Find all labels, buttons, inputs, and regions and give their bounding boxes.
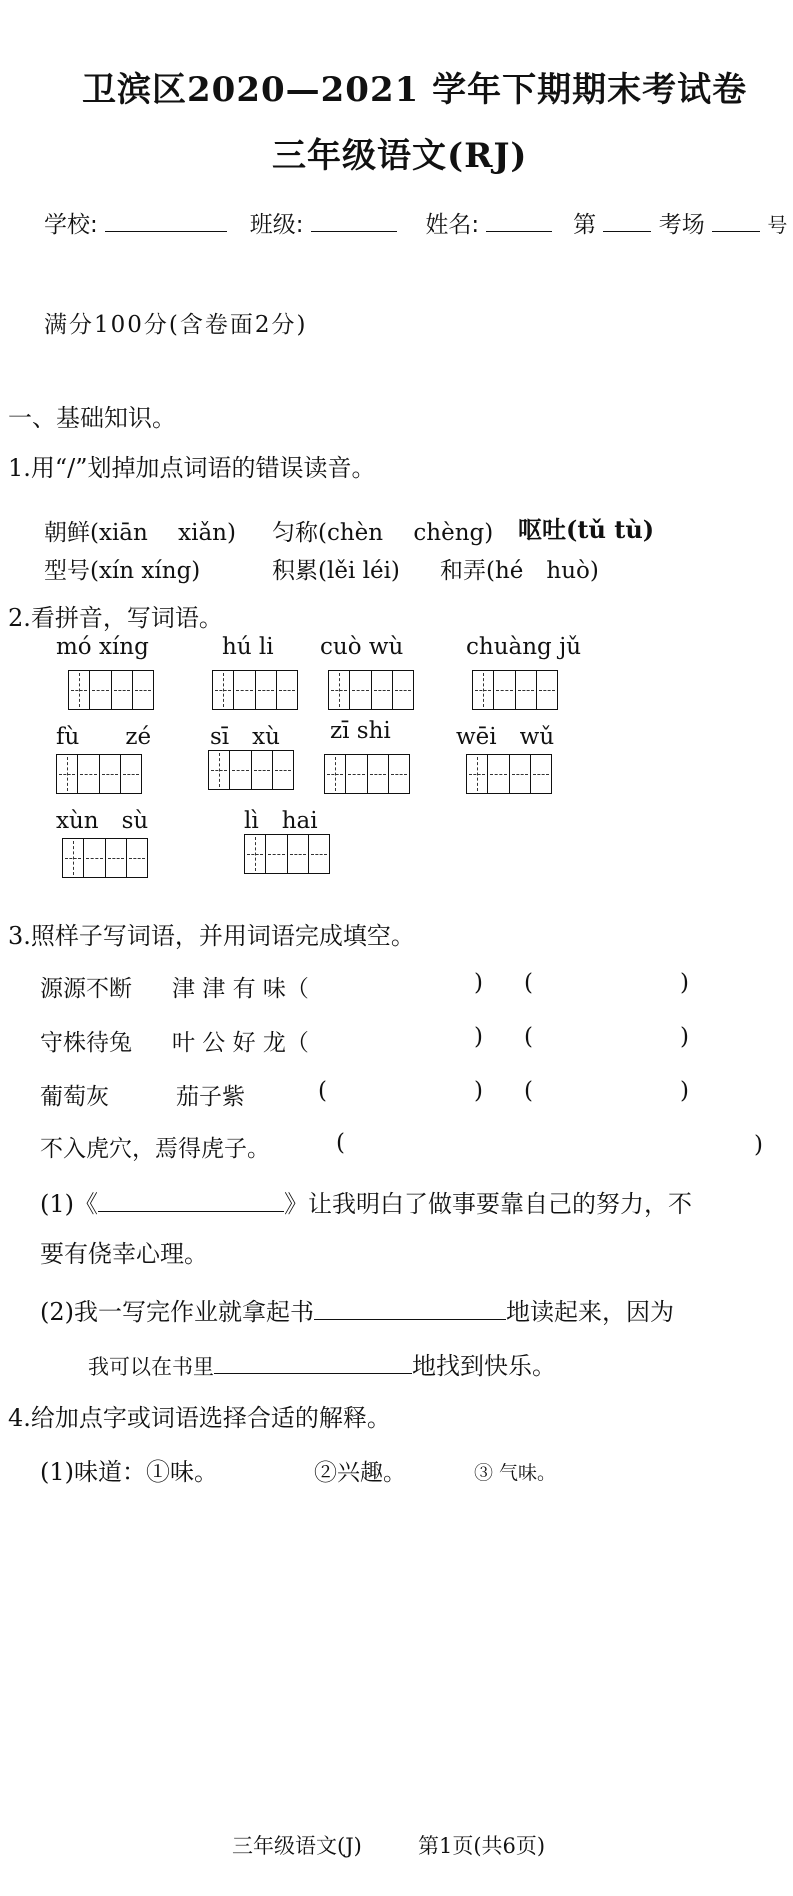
fill2-line2-start: 我可以在书里: [88, 1355, 214, 1379]
q1-item-6: 和弄(hé huò): [440, 558, 599, 584]
q4-option-2: ②兴趣。: [314, 1460, 406, 1486]
pinyin-label: mó xíng: [56, 634, 149, 660]
close-paren: ): [680, 1024, 689, 1050]
close-paren: ): [474, 1078, 483, 1104]
q4-title: 4.给加点字或词语选择合适的解释。: [8, 1404, 391, 1432]
pinyin-label: chuàng jǔ: [466, 634, 582, 660]
q3-fill-2: [40, 1292, 674, 1327]
pinyin-label: cuò wù: [320, 634, 404, 660]
exam-title: 卫滨区2020—2021 学年下期期末考试卷: [82, 70, 748, 110]
q4-option-3: ③ 气味。: [474, 1462, 557, 1484]
room-label: 考场: [658, 212, 705, 238]
q1-item-5: 积累(lěi léi): [272, 558, 400, 584]
q1-item-1: 朝鲜(xiān xiǎn): [44, 520, 236, 546]
class-label: 班级:: [249, 212, 304, 238]
open-paren: (: [336, 1130, 345, 1156]
student-info-line: [44, 206, 787, 239]
school-field[interactable]: [105, 207, 227, 232]
footer-page-number: 第1页(共6页): [418, 1834, 546, 1858]
num-label: 号: [767, 213, 788, 237]
q1-item-3: 呕吐(tǔ tù): [518, 515, 655, 544]
fill2-line2-end: 地找到快乐。: [412, 1352, 556, 1380]
pinyin-label: fù zé: [56, 724, 152, 750]
q3-model-3: 茄子紫: [176, 1084, 245, 1110]
writing-grid[interactable]: [212, 670, 298, 710]
seat-number-field[interactable]: [712, 207, 760, 232]
q3-model-1: 津 津 有 味（: [172, 976, 309, 1002]
pinyin-label: sī xù: [210, 724, 280, 750]
di-label: 第: [573, 212, 597, 238]
open-paren: (: [318, 1078, 327, 1104]
close-paren: ): [680, 1078, 689, 1104]
room-number-field[interactable]: [603, 207, 651, 232]
writing-grid[interactable]: [244, 834, 330, 874]
full-marks-note: 满分100分(含卷面2分): [44, 312, 308, 338]
pinyin-label: xùn sù: [56, 808, 149, 834]
writing-grid[interactable]: [466, 754, 552, 794]
fill2-end: 地读起来，因为: [506, 1298, 674, 1326]
q1-title: 1.用“/”划掉加点词语的错误读音。: [8, 454, 376, 482]
writing-grid[interactable]: [68, 670, 154, 710]
fill2-start: (2)我一写完作业就拿起书: [40, 1298, 314, 1326]
q3-example-4: 不入虎穴，焉得虎子。: [40, 1136, 270, 1162]
fill1-end: 》让我明白了做事要靠自己的努力，不: [284, 1190, 692, 1218]
open-paren: (: [524, 1024, 533, 1050]
close-paren: ): [474, 1024, 483, 1050]
book-title-blank[interactable]: [98, 1187, 284, 1212]
footer-subject: 三年级语文(J): [232, 1834, 362, 1858]
q3-fill-1-cont: 要有侥幸心理。: [40, 1240, 208, 1268]
close-paren: ): [754, 1132, 763, 1158]
writing-grid[interactable]: [472, 670, 558, 710]
word-blank-2[interactable]: [214, 1349, 412, 1374]
name-field[interactable]: [486, 207, 552, 232]
open-paren: (: [524, 970, 533, 996]
pinyin-label: lì hai: [244, 808, 318, 834]
q3-model-2: 叶 公 好 龙（: [172, 1030, 309, 1056]
q3-example-1: 源源不断: [40, 976, 132, 1002]
school-label: 学校:: [44, 212, 98, 238]
q3-title: 3.照样子写词语，并用词语完成填空。: [8, 922, 415, 950]
word-blank-1[interactable]: [314, 1295, 506, 1320]
q3-fill-1: [40, 1184, 692, 1219]
q1-item-2: 匀称(chèn chèng): [272, 520, 494, 546]
name-label: 姓名:: [425, 212, 480, 238]
exam-subtitle: 三年级语文(RJ): [272, 136, 528, 176]
q2-title: 2.看拼音，写词语。: [8, 604, 223, 632]
writing-grid[interactable]: [208, 750, 294, 790]
close-paren: ): [474, 970, 483, 996]
pinyin-label: wēi wǔ: [456, 724, 555, 750]
pinyin-label: hú li: [222, 634, 274, 660]
pinyin-label: zī shi: [330, 718, 391, 744]
writing-grid[interactable]: [62, 838, 148, 878]
fill1-start: (1)《: [40, 1190, 98, 1218]
q3-example-2: 守株待兔: [40, 1030, 132, 1056]
writing-grid[interactable]: [328, 670, 414, 710]
open-paren: (: [524, 1078, 533, 1104]
class-field[interactable]: [311, 207, 397, 232]
writing-grid[interactable]: [324, 754, 410, 794]
q4-item-1: (1)味道：①味。: [40, 1458, 218, 1486]
q1-item-4: 型号(xín xíng): [44, 558, 201, 584]
q3-fill-2-cont: [88, 1346, 556, 1381]
q3-example-3: 葡萄灰: [40, 1084, 109, 1110]
close-paren: ): [680, 970, 689, 996]
writing-grid[interactable]: [56, 754, 142, 794]
section-1-title: 一、基础知识。: [8, 404, 176, 432]
